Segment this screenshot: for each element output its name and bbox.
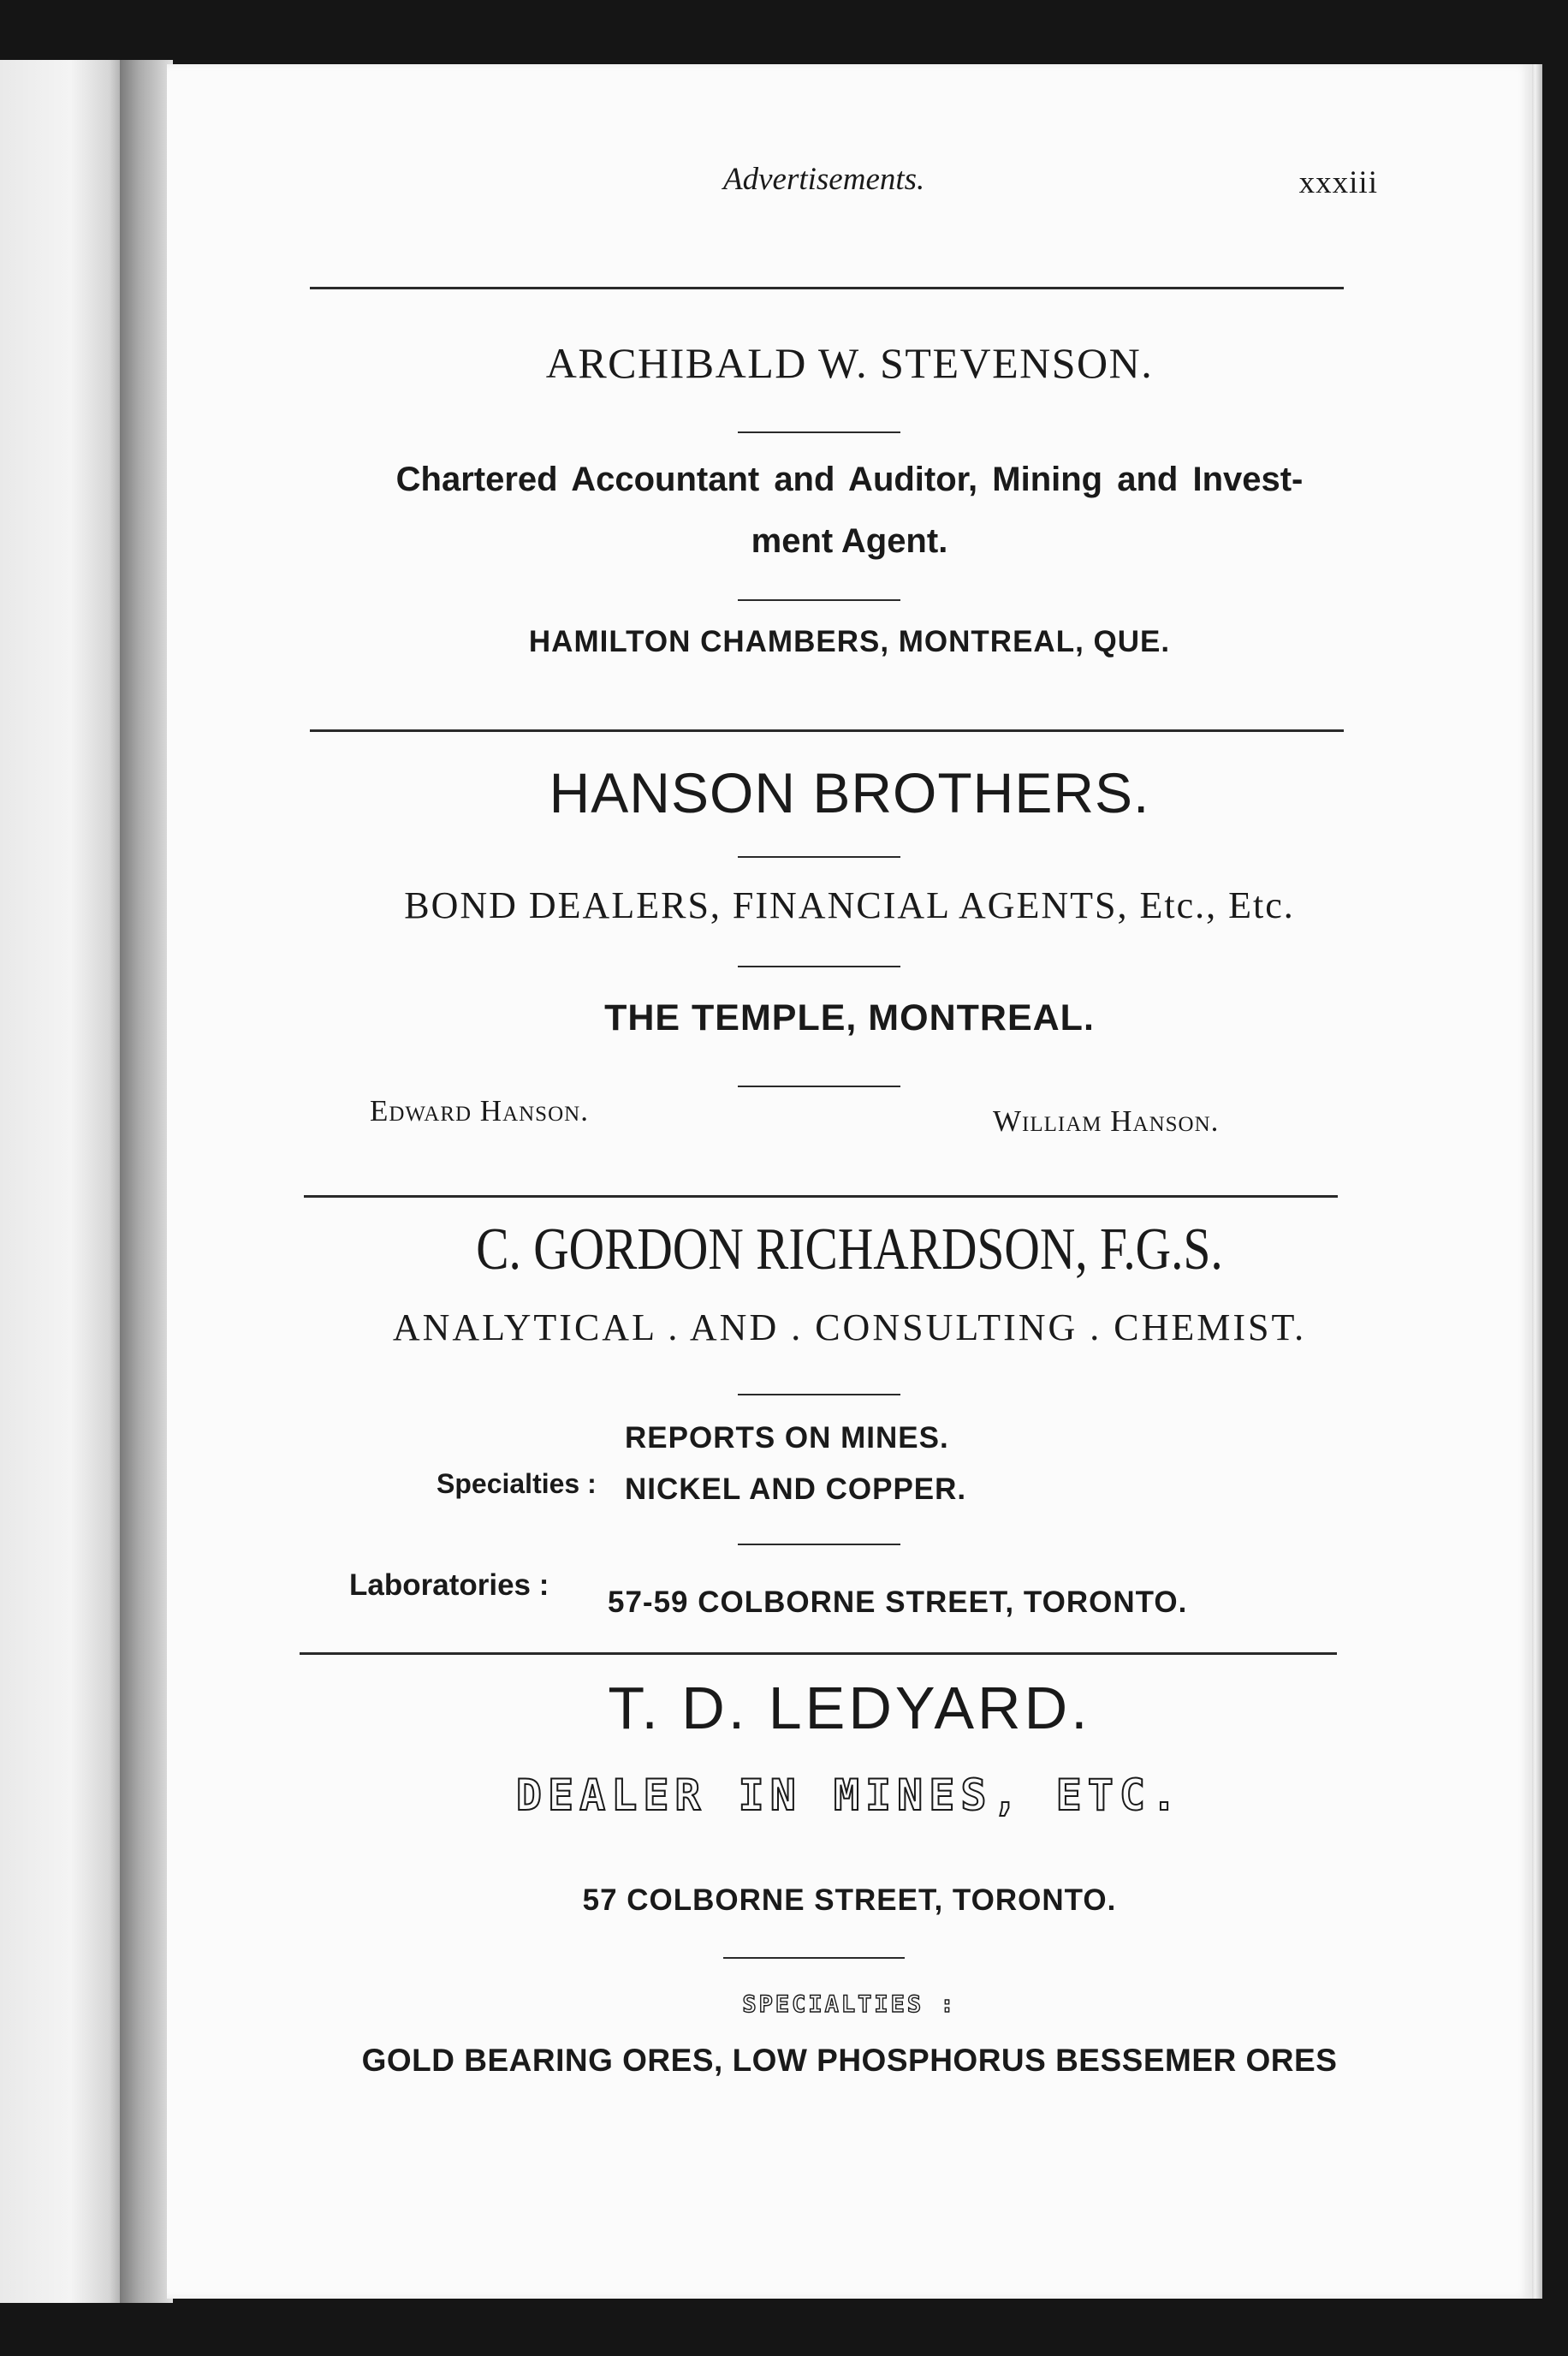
divider: [738, 1544, 900, 1545]
advertiser-name: HANSON BROTHERS.: [549, 761, 1150, 824]
previous-page-edge: [0, 60, 128, 2303]
running-head: Advertisements.: [723, 162, 925, 197]
ad-business: DEALER IN MINES, ETC.: [515, 1770, 1184, 1820]
labs-label: Laboratories :: [349, 1568, 549, 1602]
section-rule: [300, 1652, 1337, 1655]
ad-profession: ANALYTICAL . AND . CONSULTING . CHEMIST.: [392, 1306, 1307, 1348]
partner-name: Edward Hanson.: [370, 1094, 589, 1127]
page-fore-edge: [1530, 64, 1542, 2299]
advertiser-name: T. D. LEDYARD.: [608, 1675, 1091, 1741]
section-rule: [310, 729, 1344, 732]
advertisement-page: [167, 64, 1532, 2299]
header-rule: [310, 287, 1344, 289]
page-number: xxxiii: [1298, 165, 1378, 200]
ad-address: THE TEMPLE, MONTREAL.: [604, 997, 1095, 1038]
book-gutter: [120, 60, 173, 2303]
ad-reports: REPORTS ON MINES.: [625, 1421, 949, 1455]
divider: [738, 431, 900, 433]
divider: [738, 1086, 900, 1087]
labs-address: 57-59 COLBORNE STREET, TORONTO.: [608, 1586, 1188, 1619]
divider: [738, 966, 900, 967]
specialties-label: Specialties :: [437, 1468, 597, 1499]
divider: [738, 1394, 900, 1395]
advertiser-name: C. GORDON RICHARDSON, F.G.S.: [476, 1217, 1223, 1282]
advertiser-name: ARCHIBALD W. STEVENSON.: [545, 339, 1154, 387]
partner-name: William Hanson.: [993, 1104, 1220, 1138]
divider: [738, 856, 900, 858]
specialties-heading: SPECIALTIES :: [742, 1991, 957, 2018]
specialties-value: NICKEL AND COPPER.: [625, 1472, 967, 1506]
ad-address: 57 COLBORNE STREET, TORONTO.: [582, 1883, 1117, 1917]
divider: [738, 599, 900, 601]
ad-description-cont: ment Agent.: [751, 522, 948, 560]
ad-services: BOND DEALERS, FINANCIAL AGENTS, Etc., Etc.: [404, 884, 1295, 926]
ad-address: HAMILTON CHAMBERS, MONTREAL, QUE.: [528, 625, 1171, 658]
ad-description: Chartered Accountant and Auditor, Mining and Invest-: [395, 461, 1304, 498]
specialties-text: GOLD BEARING ORES, LOW PHOSPHORUS BESSEMER ORES: [361, 2043, 1338, 2078]
divider: [723, 1957, 905, 1959]
section-rule: [304, 1195, 1338, 1198]
